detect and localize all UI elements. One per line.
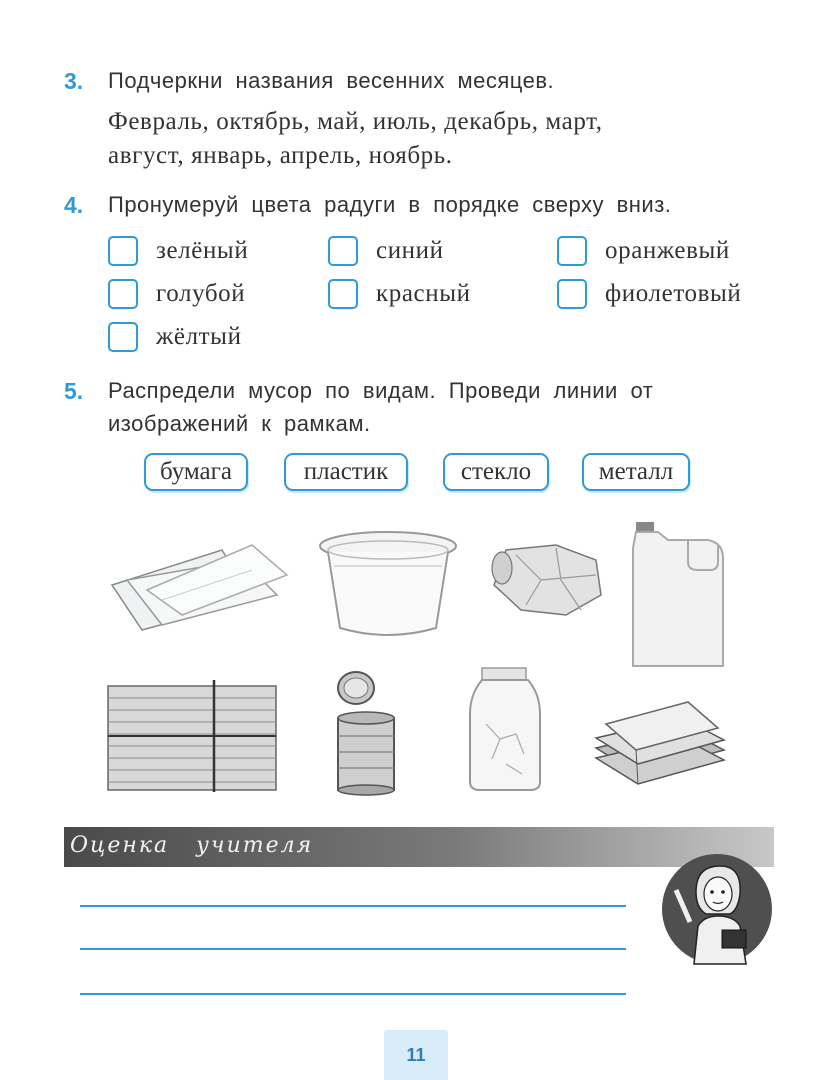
page-number: 11 bbox=[384, 1030, 448, 1080]
writing-line-1[interactable] bbox=[80, 905, 626, 907]
color-checkbox-green[interactable] bbox=[108, 236, 138, 266]
crumpled-can-image[interactable] bbox=[486, 540, 608, 620]
color-label-yellow: жёлтый bbox=[156, 323, 242, 350]
tin-can-image[interactable] bbox=[332, 668, 400, 796]
color-checkbox-red[interactable] bbox=[328, 279, 358, 309]
writing-line-2[interactable] bbox=[80, 948, 626, 950]
teacher-evaluation-label: Оценка учителя bbox=[70, 833, 314, 858]
task-3-months-line-1: Февраль, октябрь, май, июль, декабрь, март, bbox=[108, 108, 603, 135]
writing-line-3[interactable] bbox=[80, 993, 626, 995]
task-4-number: 4. bbox=[64, 192, 84, 218]
color-checkbox-yellow[interactable] bbox=[108, 322, 138, 352]
task-5-number: 5. bbox=[64, 378, 84, 404]
task-3-instruction: Подчеркни названия весенних месяцев. bbox=[108, 68, 555, 93]
plastic-container-image[interactable] bbox=[316, 528, 461, 643]
teacher-illustration-icon bbox=[660, 852, 774, 966]
color-label-violet: фиолетовый bbox=[605, 280, 742, 307]
color-checkbox-orange[interactable] bbox=[557, 236, 587, 266]
color-checkbox-violet[interactable] bbox=[557, 279, 587, 309]
color-checkbox-blue[interactable] bbox=[328, 236, 358, 266]
frame-metal[interactable]: металл bbox=[582, 453, 690, 491]
broken-glass-jar-image[interactable] bbox=[466, 664, 544, 796]
plastic-canister-image[interactable] bbox=[628, 518, 728, 670]
color-label-orange: оранжевый bbox=[605, 237, 730, 264]
task-5-instruction-line-2: изображений к рамкам. bbox=[108, 411, 371, 436]
task-4-instruction: Пронумеруй цвета радуги в порядке сверху вниз. bbox=[108, 192, 672, 217]
color-label-green: зелёный bbox=[156, 237, 249, 264]
color-label-light-blue: голубой bbox=[156, 280, 246, 307]
frame-glass[interactable]: стекло bbox=[443, 453, 549, 491]
newspaper-bundle-image[interactable] bbox=[104, 672, 280, 794]
frame-plastic[interactable]: пластик bbox=[284, 453, 408, 491]
task-5-instruction-line-1: Распредели мусор по видам. Проведи линии от bbox=[108, 378, 654, 403]
magazine-stack-image[interactable] bbox=[592, 688, 728, 794]
color-label-blue: синий bbox=[376, 237, 444, 264]
color-label-red: красный bbox=[376, 280, 471, 307]
color-checkbox-light-blue[interactable] bbox=[108, 279, 138, 309]
frame-paper[interactable]: бумага bbox=[144, 453, 248, 491]
task-3-months-line-2: август, январь, апрель, ноябрь. bbox=[108, 142, 453, 169]
glass-sheets-image[interactable] bbox=[102, 540, 292, 635]
task-3-number: 3. bbox=[64, 68, 84, 94]
